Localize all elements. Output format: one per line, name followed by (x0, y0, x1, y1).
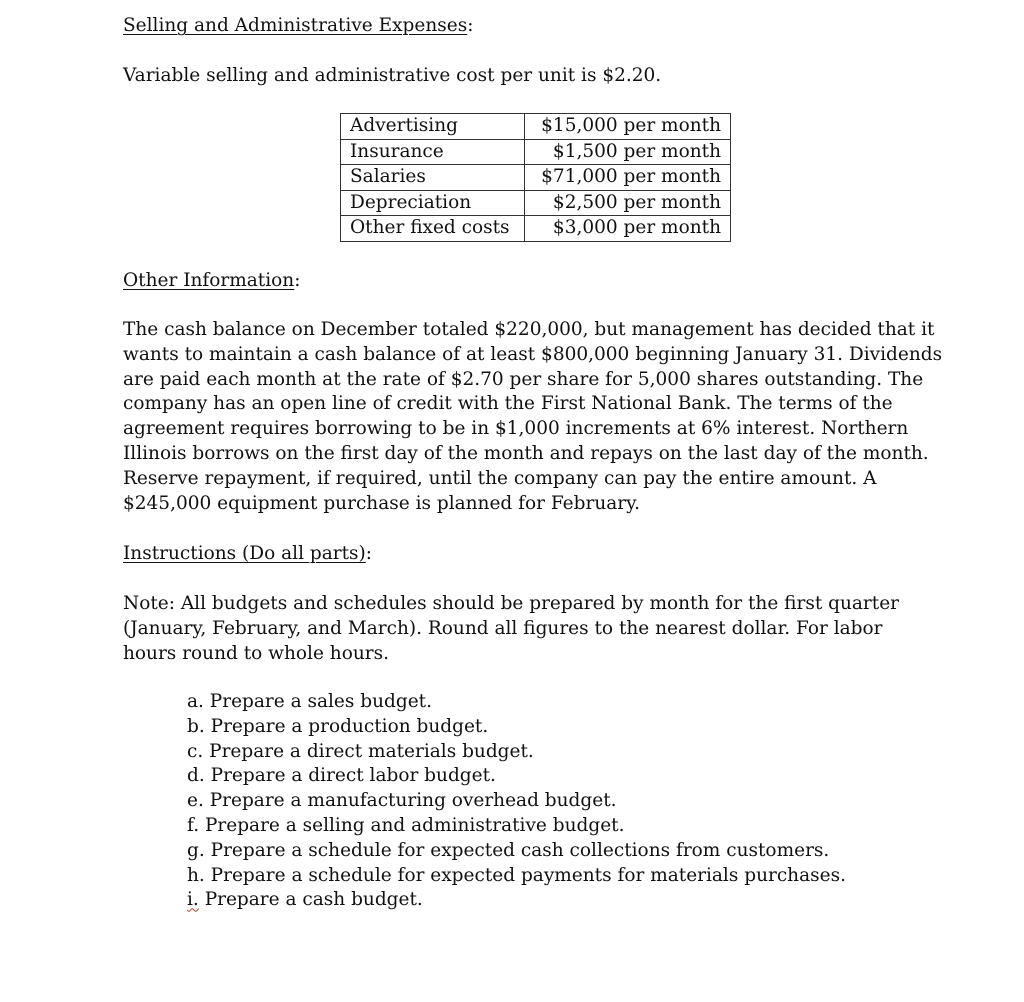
instructions-heading (123, 542, 372, 567)
selling-admin-heading-colon: : (467, 15, 474, 36)
selling-admin-heading (123, 14, 473, 39)
cost-item-cell: Advertising (341, 114, 525, 140)
other-information-paragraph: The cash balance on December totaled $220,000, but management has decided that it wants to maintain a cash balance of at least $800,000 beginning January 31. Dividends are paid each month at the rate of $2.70 per share for 5,000 shares outstanding. The company has an open line of credit with the First National Bank. The terms of the agreement requires borrowing to be in $1,000 increments at 6% interest. Northern Illinois borrows on the first day of the month and repays on the last day of the month. Reserve repayment, if required, until the company can pay the entire amount. A $245,000 equipment purchase is planned for February. (123, 319, 943, 514)
list-item-text: Prepare a schedule for expected cash collections from customers. (204, 839, 830, 861)
instructions-heading-text: Instructions (Do all parts) (123, 543, 366, 564)
cost-amount-cell: $1,500 per month (525, 139, 731, 165)
cost-item-cell: Insurance (341, 139, 525, 165)
other-information-heading (123, 269, 300, 294)
list-item-text: Prepare a cash budget. (198, 889, 423, 911)
cost-amount-cell: $3,000 per month (525, 216, 731, 242)
table-row (341, 139, 731, 165)
list-item-text: Prepare a manufacturing overhead budget. (203, 790, 617, 812)
list-item-marker: e. (187, 790, 204, 812)
list-item-marker: g. (187, 839, 205, 861)
list-item (187, 814, 846, 839)
cost-item-cell: Other fixed costs (341, 216, 525, 242)
cost-amount-cell: $2,500 per month (525, 190, 731, 216)
spellcheck-marker: i. (187, 889, 199, 911)
list-item-marker: c. (187, 740, 204, 762)
instructions-heading-colon: : (365, 543, 372, 564)
selling-admin-heading-text: Selling and Administrative Expenses (123, 15, 468, 36)
cost-item-cell: Salaries (341, 165, 525, 191)
list-item-text: Prepare a schedule for expected payments for materials purchases. (204, 864, 846, 886)
table-row (341, 190, 731, 216)
list-item-marker: d. (187, 765, 205, 787)
instruction-list (187, 690, 846, 913)
list-item (187, 789, 846, 814)
list-item-text: Prepare a direct materials budget. (203, 740, 534, 762)
list-item-marker: f. (187, 814, 200, 836)
list-item (187, 764, 846, 789)
list-item (187, 740, 846, 765)
list-item-text: Prepare a production budget. (204, 715, 489, 737)
other-information-heading-text: Other Information (123, 270, 295, 291)
table-row (341, 114, 731, 140)
list-item-marker: h. (187, 864, 205, 886)
list-item (187, 864, 846, 889)
table-row (341, 216, 731, 242)
list-item-text: Prepare a selling and administrative budget. (199, 814, 625, 836)
list-item-text: Prepare a sales budget. (203, 691, 432, 712)
list-item (187, 888, 846, 913)
list-item (187, 839, 846, 864)
instructions-note: Note: All budgets and schedules should be prepared by month for the first quarter (January, February, and March). Round all figures to the nearest dollar. For labor hours round to whole hours. (123, 593, 900, 664)
list-item (187, 715, 846, 740)
cost-amount-cell: $71,000 per month (525, 165, 731, 191)
list-item-text: Prepare a direct labor budget. (204, 765, 496, 787)
cost-item-cell: Depreciation (341, 190, 525, 216)
cost-amount-cell: $15,000 per month (525, 114, 731, 140)
list-item-marker: a. (187, 691, 204, 712)
table-row (341, 165, 731, 191)
variable-cost-line: Variable selling and administrative cost per unit is $2.20. (123, 65, 662, 86)
list-item-marker: b. (187, 715, 205, 737)
list-item (187, 690, 846, 715)
fixed-cost-table (340, 113, 731, 242)
other-information-heading-colon: : (294, 270, 301, 291)
